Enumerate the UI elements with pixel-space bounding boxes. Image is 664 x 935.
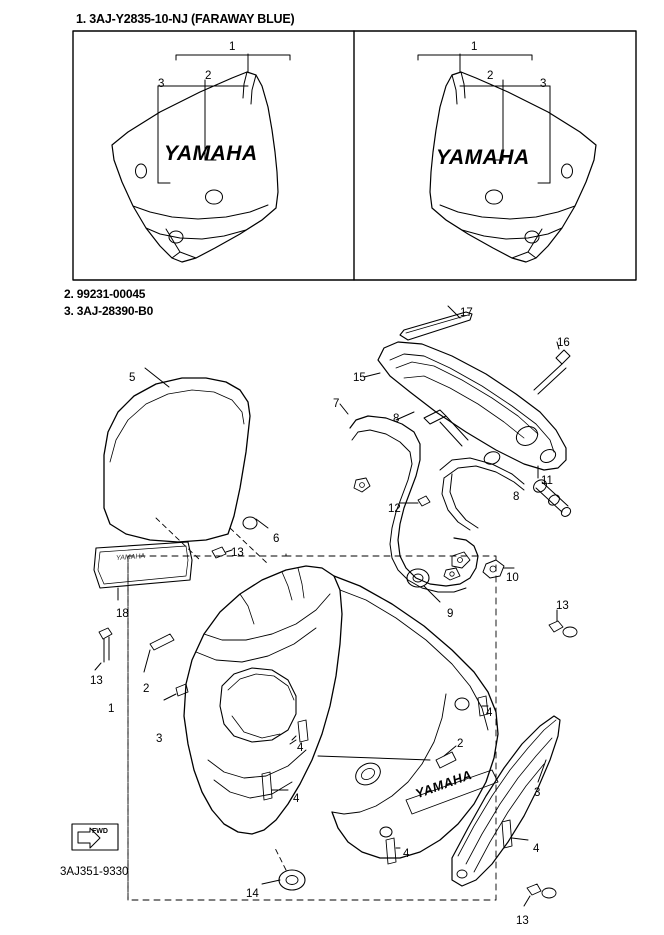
callout-4: 4 bbox=[293, 793, 300, 805]
callout-2: 2 bbox=[487, 70, 494, 82]
callout-1: 1 bbox=[108, 703, 115, 715]
callout-4: 4 bbox=[533, 843, 540, 855]
callout-2: 2 bbox=[205, 70, 212, 82]
callout-4: 4 bbox=[486, 707, 493, 719]
callout-2: 2 bbox=[457, 738, 464, 750]
callout-11: 11 bbox=[541, 475, 553, 487]
yamaha-decal-right: YAMAHA bbox=[436, 146, 530, 169]
callout-top-right-1: 1 bbox=[471, 41, 478, 53]
callout-15: 15 bbox=[353, 372, 366, 384]
callout-7: 7 bbox=[333, 398, 340, 410]
emblem-plate-text: YAMAHA bbox=[115, 552, 146, 563]
callout-5: 5 bbox=[129, 372, 136, 384]
callout-3: 3 bbox=[540, 78, 547, 90]
callout-2: 2 bbox=[143, 683, 150, 695]
page-title: 1. 3AJ-Y2835-10-NJ (FARAWAY BLUE) bbox=[76, 12, 295, 26]
callout-18: 18 bbox=[116, 608, 129, 620]
callout-3: 3 bbox=[158, 78, 165, 90]
callout-13: 13 bbox=[516, 915, 529, 927]
callout-13: 13 bbox=[231, 547, 244, 559]
callout-3: 3 bbox=[534, 787, 541, 799]
yamaha-decal-left: YAMAHA bbox=[164, 142, 258, 165]
callout-12: 12 bbox=[388, 503, 401, 515]
callout-6: 6 bbox=[273, 533, 280, 545]
callout-9: 9 bbox=[447, 608, 454, 620]
callout-4: 4 bbox=[403, 848, 410, 860]
drawing-number: 3AJ351-9330 bbox=[60, 866, 129, 878]
callout-3: 3 bbox=[156, 733, 163, 745]
callout-13: 13 bbox=[90, 675, 103, 687]
part-number-3: 3. 3AJ-28390-B0 bbox=[64, 304, 154, 318]
callout-8: 8 bbox=[513, 491, 520, 503]
callout-8: 8 bbox=[393, 413, 400, 425]
callout-4: 4 bbox=[297, 742, 304, 754]
callout-10: 10 bbox=[506, 572, 519, 584]
callout-13: 13 bbox=[556, 600, 569, 612]
callout-top-left-1: 1 bbox=[229, 41, 236, 53]
callout-14: 14 bbox=[246, 888, 259, 900]
yamaha-decal-lower: YAMAHA bbox=[413, 766, 474, 802]
part-number-2: 2. 99231-00045 bbox=[64, 287, 146, 301]
fwd-marker-label: FWD bbox=[92, 828, 108, 835]
callout-16: 16 bbox=[557, 337, 570, 349]
callout-17: 17 bbox=[460, 307, 473, 319]
